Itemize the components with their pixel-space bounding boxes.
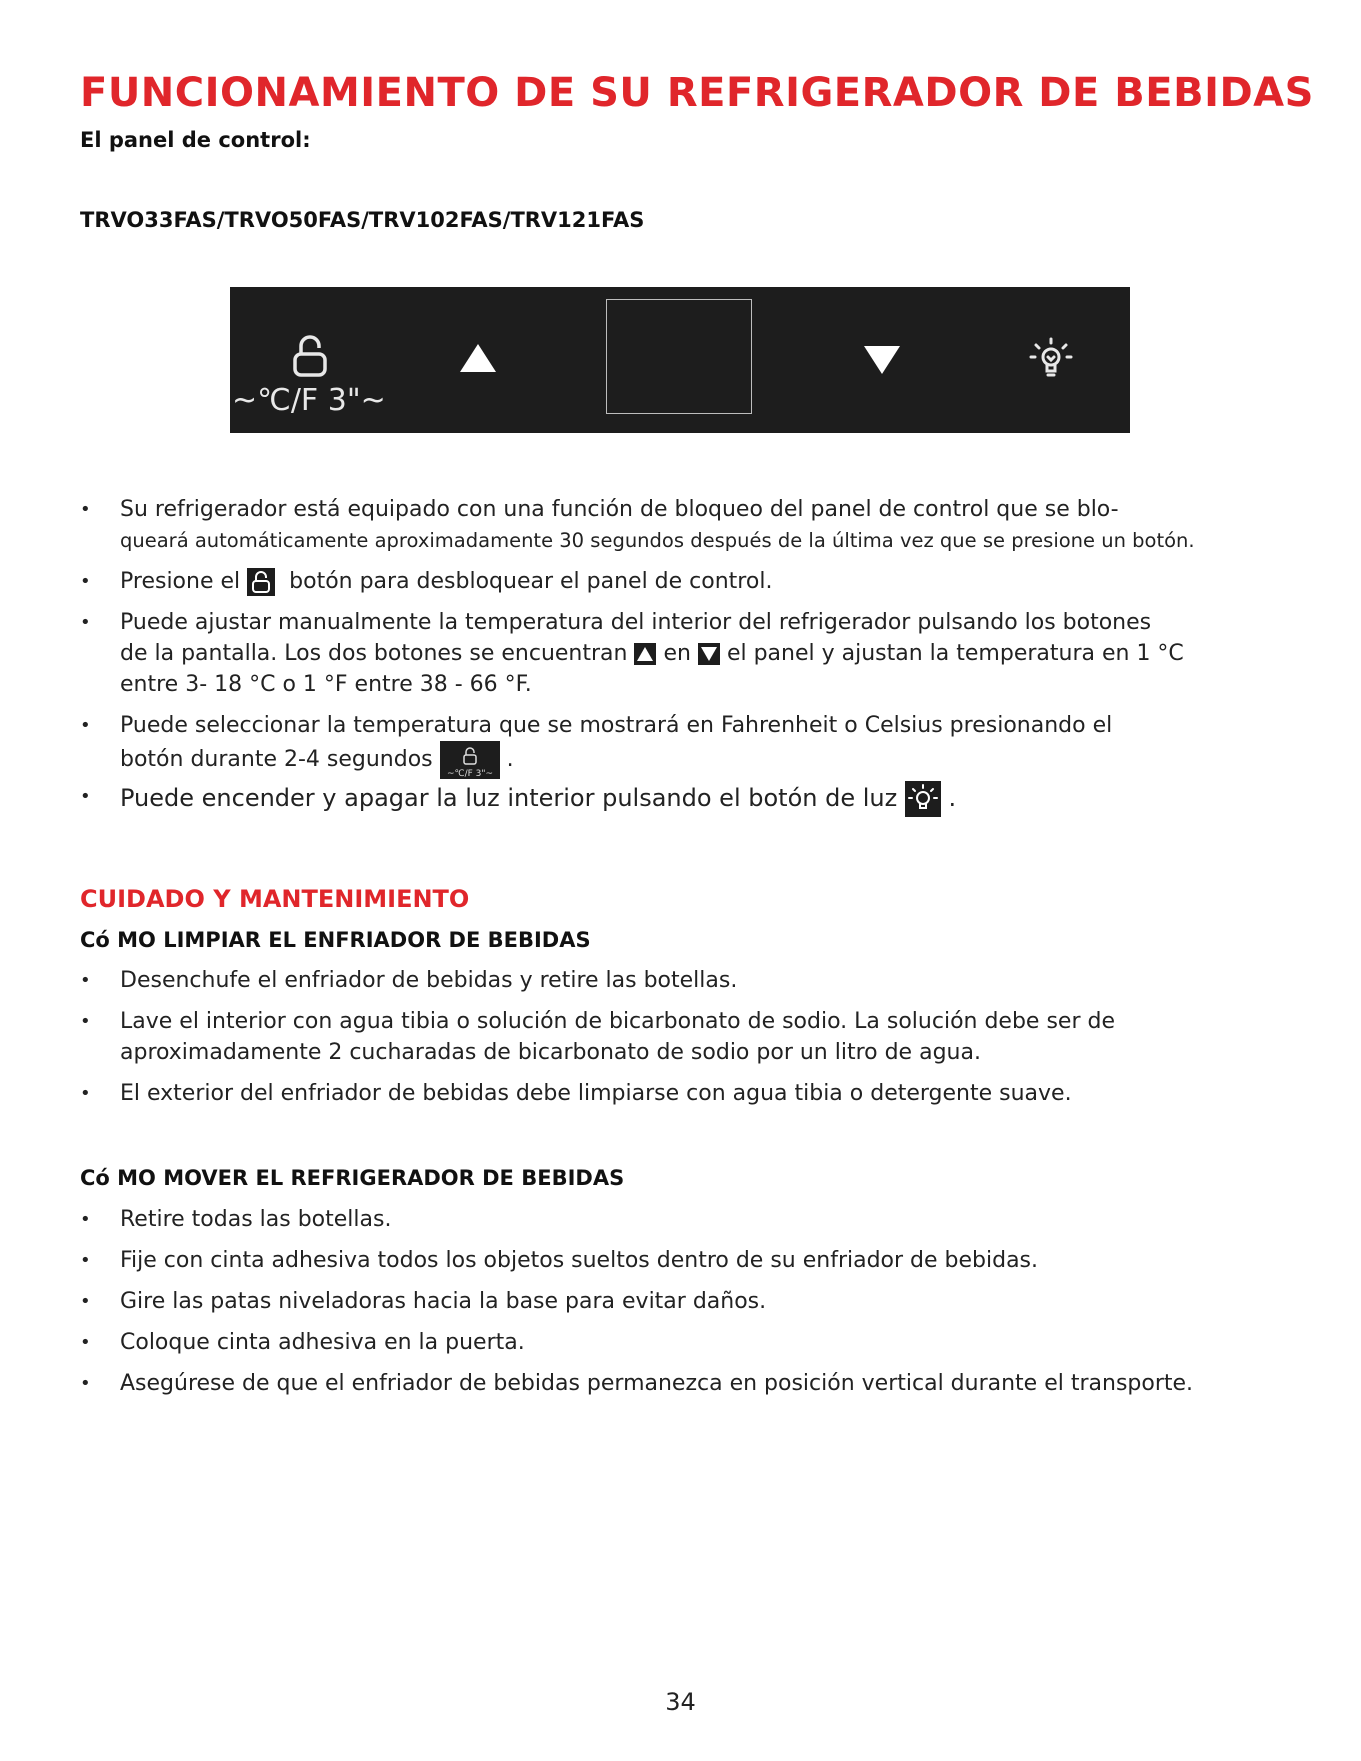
list-item xyxy=(78,1286,1318,1317)
bullet-text: Asegúrese de que el enfriador de bebidas permanezca en posición vertical durante el transporte. xyxy=(120,1371,1194,1396)
clean-heading: Có MO LIMPIAR EL ENFRIADOR DE BEBIDAS xyxy=(80,928,591,952)
light-button-icon xyxy=(905,781,941,817)
display-window xyxy=(606,299,752,414)
model-list: TRVO33FAS/TRVO50FAS/TRV102FAS/TRV121FAS xyxy=(80,208,645,232)
bullet-text: queará automáticamente aproximadamente 30 segundos después de la última vez que se presione un botón. xyxy=(120,529,1195,552)
control-panel-illustration xyxy=(230,287,1130,433)
list-item xyxy=(78,566,1318,597)
bullet-text: Retire todas las botellas. xyxy=(120,1207,392,1232)
bullet-text: de la pantalla. Los dos botones se encuentran xyxy=(120,641,628,666)
bullet-text: en xyxy=(663,641,691,666)
control-instructions-list xyxy=(78,494,1318,817)
bullet-text: Coloque cinta adhesiva en la puerta. xyxy=(120,1330,525,1355)
bullet-text: Puede ajustar manualmente la temperatura del interior del refrigerador pulsando los botones xyxy=(120,610,1152,635)
bullet-text: Puede seleccionar la temperatura que se mostrará en Fahrenheit o Celsius presionando el xyxy=(120,713,1113,738)
list-item xyxy=(78,1006,1318,1068)
bullet-text: Desenchufe el enfriador de bebidas y retire las botellas. xyxy=(120,968,738,993)
light-bulb-icon xyxy=(1028,335,1074,381)
down-arrow-icon xyxy=(862,342,902,376)
list-item xyxy=(78,965,1318,996)
bullet-text: botón durante 2-4 segundos xyxy=(120,747,433,772)
clean-instructions-list xyxy=(78,965,1318,1109)
bullet-text: El exterior del enfriador de bebidas debe limpiarse con agua tibia o detergente suave. xyxy=(120,1081,1072,1106)
list-item xyxy=(78,710,1318,779)
list-item xyxy=(78,607,1318,700)
page-title: FUNCIONAMIENTO DE SU REFRIGERADOR DE BEBIDAS xyxy=(80,70,1314,116)
list-item xyxy=(78,781,1318,817)
list-item xyxy=(78,1245,1318,1276)
down-button-icon xyxy=(698,643,720,665)
care-section-title: CUIDADO Y MANTENIMIENTO xyxy=(80,885,470,913)
bullet-text: el panel y ajustan la temperatura en 1 °C xyxy=(726,641,1184,666)
bullet-text: entre 3- 18 °C o 1 °F entre 38 - 66 °F. xyxy=(120,672,532,697)
move-heading: Có MO MOVER EL REFRIGERADOR DE BEBIDAS xyxy=(80,1166,625,1190)
list-item xyxy=(78,1078,1318,1109)
svg-text:~℃/F 3"~: ~℃/F 3"~ xyxy=(446,769,493,779)
unit-button-icon xyxy=(440,741,500,779)
list-item xyxy=(78,1327,1318,1358)
temperature-unit-label: ~℃/F 3"~ xyxy=(232,383,386,418)
list-item xyxy=(78,1204,1318,1235)
bullet-text: Su refrigerador está equipado con una función de bloqueo del panel de control que se blo- xyxy=(120,497,1119,522)
lock-icon xyxy=(292,334,328,378)
bullet-text: . xyxy=(948,784,957,812)
lock-button-icon xyxy=(247,568,275,596)
bullet-text: Gire las patas niveladoras hacia la base para evitar daños. xyxy=(120,1289,767,1314)
bullet-text: botón para desbloquear el panel de control. xyxy=(289,569,773,594)
bullet-text: . xyxy=(506,747,514,772)
up-button-icon xyxy=(634,643,656,665)
control-panel-subtitle: El panel de control: xyxy=(80,128,311,152)
page-number: 34 xyxy=(665,1688,696,1716)
bullet-text: Presione el xyxy=(120,569,241,594)
move-instructions-list xyxy=(78,1204,1318,1399)
bullet-text: Fije con cinta adhesiva todos los objetos sueltos dentro de su enfriador de bebidas. xyxy=(120,1248,1039,1273)
list-item xyxy=(78,494,1318,556)
list-item xyxy=(78,1368,1318,1399)
bullet-text: Lave el interior con agua tibia o solución de bicarbonato de sodio. La solución debe ser de aproximadamente 2 cucharadas de bicarbonato de sodio por un litro de agua. xyxy=(120,1009,1115,1065)
bullet-text: Puede encender y apagar la luz interior pulsando el botón de luz xyxy=(120,784,898,812)
up-arrow-icon xyxy=(458,342,498,374)
